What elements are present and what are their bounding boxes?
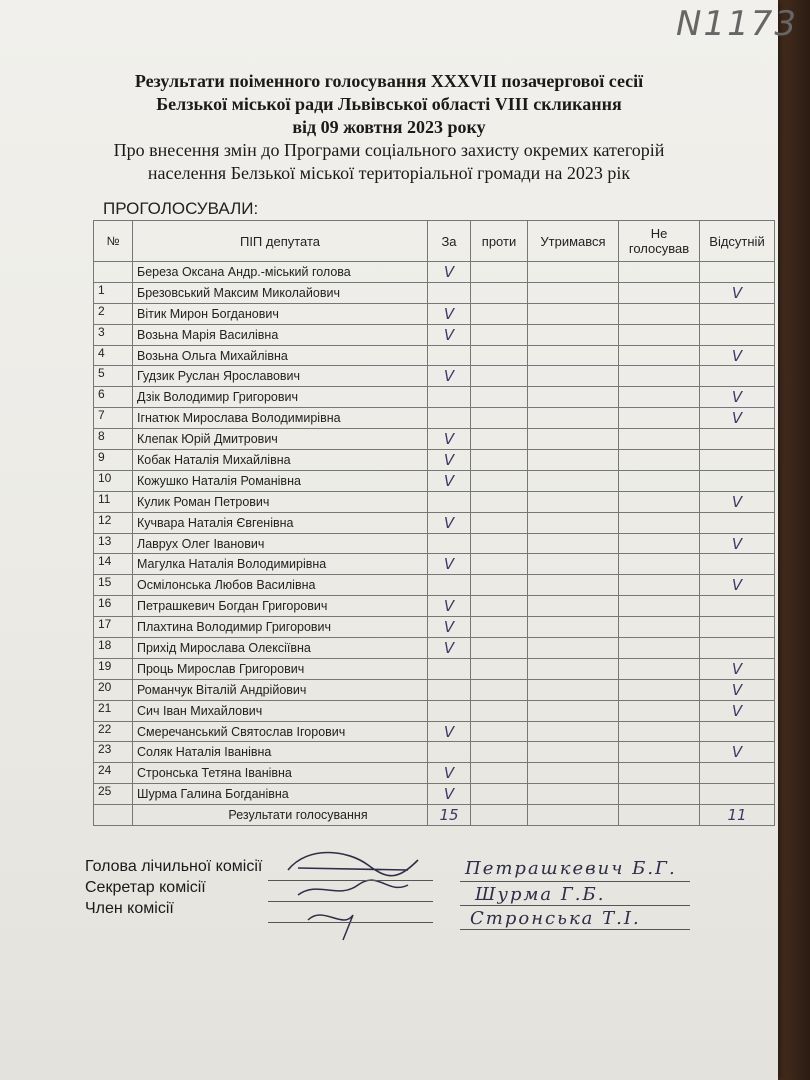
vote-not-voted-cell [619, 575, 700, 596]
handwritten-signatures [268, 840, 438, 950]
vote-absent-mark: V [700, 282, 775, 303]
vote-abstained-cell [528, 596, 619, 617]
secretary-signature [298, 880, 408, 895]
row-num: 15 [94, 575, 133, 596]
deputy-name: Кучвара Наталія Євгенівна [133, 512, 428, 533]
table-row [94, 470, 775, 491]
row-num: 7 [94, 408, 133, 429]
vote-not-voted-cell [619, 721, 700, 742]
vote-for-mark [428, 575, 471, 596]
vote-abstained-cell [528, 470, 619, 491]
vote-for-mark: V [428, 554, 471, 575]
document-title [0, 70, 778, 139]
vote-for-mark [428, 658, 471, 679]
vote-for-mark [428, 679, 471, 700]
vote-abstained-cell [528, 491, 619, 512]
vote-for-mark: V [428, 596, 471, 617]
row-num: 13 [94, 533, 133, 554]
deputy-name: Клепак Юрій Дмитрович [133, 429, 428, 450]
vote-against-cell [471, 470, 528, 491]
table-row [94, 638, 775, 659]
header-name: ПІП депутата [133, 221, 428, 262]
head-label: Голова лічильної комісії [85, 858, 263, 875]
vote-abstained-cell [528, 303, 619, 324]
deputy-name: Возьна Ольга Михайлівна [133, 345, 428, 366]
row-num: 6 [94, 387, 133, 408]
table-row [94, 324, 775, 345]
vote-for-mark [428, 491, 471, 512]
row-num: 2 [94, 303, 133, 324]
table-row [94, 617, 775, 638]
results-for-count: 15 [428, 805, 471, 826]
table-row [94, 282, 775, 303]
vote-not-voted-cell [619, 345, 700, 366]
table-header-row [94, 221, 775, 262]
vote-not-voted-cell [619, 491, 700, 512]
table-row [94, 491, 775, 512]
vote-not-voted-cell [619, 700, 700, 721]
row-num: 20 [94, 679, 133, 700]
row-num: 1 [94, 282, 133, 303]
vote-for-mark [428, 700, 471, 721]
vote-not-voted-cell [619, 638, 700, 659]
vote-not-voted-cell [619, 679, 700, 700]
vote-against-cell [471, 721, 528, 742]
member-label: Член комісії [85, 900, 174, 917]
row-num: 16 [94, 596, 133, 617]
head-name: Петрашкевич Б.Г. [465, 858, 677, 879]
vote-absent-mark [700, 638, 775, 659]
deputy-name: Береза Оксана Андр.-міський голова [133, 262, 428, 283]
vote-absent-mark: V [700, 742, 775, 763]
table-row [94, 721, 775, 742]
vote-abstained-cell [528, 408, 619, 429]
table-row [94, 429, 775, 450]
header-num: № [94, 221, 133, 262]
vote-for-mark [428, 742, 471, 763]
table-row [94, 533, 775, 554]
vote-absent-mark [700, 303, 775, 324]
vote-for-mark: V [428, 324, 471, 345]
vote-for-mark: V [428, 429, 471, 450]
header-abstained: Утримався [528, 221, 619, 262]
secretary-name-line [460, 905, 690, 906]
vote-against-cell [471, 512, 528, 533]
vote-for-mark: V [428, 303, 471, 324]
vote-absent-mark: V [700, 575, 775, 596]
voted-label: ПРОГОЛОСУВАЛИ: [103, 199, 259, 218]
head-signature [288, 853, 418, 876]
vote-not-voted-cell [619, 742, 700, 763]
vote-absent-mark [700, 450, 775, 471]
vote-against-cell [471, 429, 528, 450]
head-name-line [460, 881, 690, 882]
row-num: 5 [94, 366, 133, 387]
row-num: 21 [94, 700, 133, 721]
vote-against-cell [471, 658, 528, 679]
vote-absent-mark: V [700, 408, 775, 429]
deputy-name: Смеречанський Святослав Ігорович [133, 721, 428, 742]
deputy-name: Плахтина Володимир Григорович [133, 617, 428, 638]
vote-not-voted-cell [619, 303, 700, 324]
vote-abstained-cell [528, 554, 619, 575]
row-num: 12 [94, 512, 133, 533]
vote-not-voted-cell [619, 387, 700, 408]
vote-against-cell [471, 554, 528, 575]
row-num: 4 [94, 345, 133, 366]
vote-absent-mark: V [700, 679, 775, 700]
vote-absent-mark [700, 596, 775, 617]
subtitle-line-1: Про внесення змін до Програми соціального захисту окремих категорій [113, 140, 665, 160]
voting-table [93, 220, 775, 826]
header-against: проти [471, 221, 528, 262]
vote-absent-mark: V [700, 345, 775, 366]
member-signature [308, 915, 353, 940]
vote-not-voted-cell [619, 763, 700, 784]
deputy-name: Кулик Роман Петрович [133, 491, 428, 512]
vote-abstained-cell [528, 429, 619, 450]
deputy-name: Вітик Мирон Богданович [133, 303, 428, 324]
vote-not-voted-cell [619, 366, 700, 387]
vote-not-voted-cell [619, 324, 700, 345]
table-row [94, 575, 775, 596]
table-row [94, 742, 775, 763]
vote-absent-mark: V [700, 658, 775, 679]
results-num-cell [94, 805, 133, 826]
table-row [94, 387, 775, 408]
vote-not-voted-cell [619, 408, 700, 429]
results-absent-count: 11 [700, 805, 775, 826]
vote-absent-mark: V [700, 533, 775, 554]
deputy-name: Соляк Наталія Іванівна [133, 742, 428, 763]
vote-against-cell [471, 366, 528, 387]
deputy-name: Кобак Наталія Михайлівна [133, 450, 428, 471]
vote-against-cell [471, 387, 528, 408]
vote-against-cell [471, 262, 528, 283]
vote-against-cell [471, 575, 528, 596]
results-row [94, 805, 775, 826]
vote-against-cell [471, 450, 528, 471]
vote-not-voted-cell [619, 429, 700, 450]
vote-against-cell [471, 679, 528, 700]
deputy-name: Шурма Галина Богданівна [133, 784, 428, 805]
title-line-1: Результати поіменного голосування XXXVII позачергової сесії [134, 71, 644, 91]
vote-not-voted-cell [619, 617, 700, 638]
vote-not-voted-cell [619, 262, 700, 283]
title-line-3: від 09 жовтня 2023 року [292, 117, 486, 137]
deputy-name: Осмілонська Любов Василівна [133, 575, 428, 596]
vote-absent-mark: V [700, 491, 775, 512]
header-for: За [428, 221, 471, 262]
table-row [94, 262, 775, 283]
vote-for-mark [428, 282, 471, 303]
vote-abstained-cell [528, 575, 619, 596]
table-row [94, 554, 775, 575]
row-num: 25 [94, 784, 133, 805]
vote-against-cell [471, 324, 528, 345]
secretary-label: Секретар комісії [85, 879, 206, 896]
row-num: 14 [94, 554, 133, 575]
vote-not-voted-cell [619, 554, 700, 575]
vote-absent-mark [700, 554, 775, 575]
row-num: 8 [94, 429, 133, 450]
vote-against-cell [471, 491, 528, 512]
row-num: 11 [94, 491, 133, 512]
vote-absent-mark [700, 470, 775, 491]
vote-absent-mark [700, 763, 775, 784]
vote-for-mark [428, 408, 471, 429]
row-num: 17 [94, 617, 133, 638]
vote-for-mark: V [428, 617, 471, 638]
head-signature-line [268, 880, 433, 881]
vote-absent-mark [700, 617, 775, 638]
table-row [94, 512, 775, 533]
vote-absent-mark [700, 721, 775, 742]
results-abstained-cell [528, 805, 619, 826]
deputy-name: Петрашкевич Богдан Григорович [133, 596, 428, 617]
vote-for-mark: V [428, 450, 471, 471]
header-not-voted [619, 221, 700, 262]
row-num: 9 [94, 450, 133, 471]
vote-for-mark: V [428, 721, 471, 742]
vote-for-mark [428, 345, 471, 366]
vote-for-mark: V [428, 784, 471, 805]
vote-absent-mark: V [700, 700, 775, 721]
vote-against-cell [471, 700, 528, 721]
deputy-name: Ігнатюк Мирослава Володимирівна [133, 408, 428, 429]
results-label: Результати голосування [133, 805, 428, 826]
vote-abstained-cell [528, 700, 619, 721]
vote-abstained-cell [528, 658, 619, 679]
vote-abstained-cell [528, 262, 619, 283]
vote-for-mark: V [428, 262, 471, 283]
table-row [94, 679, 775, 700]
vote-not-voted-cell [619, 282, 700, 303]
vote-abstained-cell [528, 282, 619, 303]
vote-against-cell [471, 638, 528, 659]
vote-not-voted-cell [619, 596, 700, 617]
row-num [94, 262, 133, 283]
vote-against-cell [471, 345, 528, 366]
deputy-name: Дзік Володимир Григорович [133, 387, 428, 408]
vote-against-cell [471, 784, 528, 805]
vote-against-cell [471, 408, 528, 429]
vote-abstained-cell [528, 324, 619, 345]
deputy-name: Проць Мирослав Григорович [133, 658, 428, 679]
table-row [94, 784, 775, 805]
vote-absent-mark [700, 512, 775, 533]
vote-abstained-cell [528, 742, 619, 763]
document-subtitle [0, 139, 778, 185]
vote-abstained-cell [528, 366, 619, 387]
vote-abstained-cell [528, 784, 619, 805]
vote-abstained-cell [528, 387, 619, 408]
table-row [94, 303, 775, 324]
vote-not-voted-cell [619, 784, 700, 805]
row-num: 23 [94, 742, 133, 763]
deputy-name: Магулка Наталія Володимирівна [133, 554, 428, 575]
vote-for-mark: V [428, 512, 471, 533]
vote-against-cell [471, 533, 528, 554]
document-number: N1173 [676, 4, 798, 44]
row-num: 3 [94, 324, 133, 345]
table-row [94, 658, 775, 679]
secretary-name: Шурма Г.Б. [475, 884, 606, 905]
vote-abstained-cell [528, 763, 619, 784]
vote-for-mark [428, 387, 471, 408]
vote-abstained-cell [528, 617, 619, 638]
header-not-voted-line-1: Не [650, 226, 668, 241]
vote-against-cell [471, 617, 528, 638]
vote-abstained-cell [528, 638, 619, 659]
vote-absent-mark [700, 366, 775, 387]
vote-absent-mark [700, 784, 775, 805]
vote-against-cell [471, 596, 528, 617]
vote-against-cell [471, 303, 528, 324]
results-not-voted-cell [619, 805, 700, 826]
vote-for-mark: V [428, 366, 471, 387]
deputy-name: Гудзик Руслан Ярославович [133, 366, 428, 387]
title-line-2: Белзької міської ради Львівської області VIII скликання [156, 94, 622, 114]
vote-not-voted-cell [619, 533, 700, 554]
member-name: Стронська Т.І. [470, 908, 641, 929]
vote-against-cell [471, 742, 528, 763]
table-row [94, 408, 775, 429]
vote-for-mark: V [428, 470, 471, 491]
vote-for-mark: V [428, 638, 471, 659]
vote-abstained-cell [528, 533, 619, 554]
vote-absent-mark [700, 262, 775, 283]
vote-abstained-cell [528, 450, 619, 471]
row-num: 19 [94, 658, 133, 679]
vote-absent-mark [700, 324, 775, 345]
table-row [94, 596, 775, 617]
deputy-name: Стронська Тетяна Іванівна [133, 763, 428, 784]
row-num: 10 [94, 470, 133, 491]
subtitle-line-2: населення Белзької міської територіальної громади на 2023 рік [147, 163, 631, 183]
vote-against-cell [471, 763, 528, 784]
member-signature-line [268, 922, 433, 923]
table-row [94, 345, 775, 366]
vote-abstained-cell [528, 679, 619, 700]
header-not-voted-line-2: голосував [628, 241, 690, 256]
table-body [94, 262, 775, 805]
table-row [94, 763, 775, 784]
vote-abstained-cell [528, 721, 619, 742]
deputy-name: Возьна Марія Василівна [133, 324, 428, 345]
vote-abstained-cell [528, 512, 619, 533]
vote-abstained-cell [528, 345, 619, 366]
deputy-name: Романчук Віталій Андрійович [133, 679, 428, 700]
vote-not-voted-cell [619, 470, 700, 491]
table-row [94, 700, 775, 721]
deputy-name: Сич Іван Михайлович [133, 700, 428, 721]
vote-for-mark [428, 533, 471, 554]
row-num: 24 [94, 763, 133, 784]
vote-against-cell [471, 282, 528, 303]
header-absent: Відсутній [700, 221, 775, 262]
vote-absent-mark [700, 429, 775, 450]
results-against-cell [471, 805, 528, 826]
row-num: 22 [94, 721, 133, 742]
vote-not-voted-cell [619, 512, 700, 533]
vote-not-voted-cell [619, 450, 700, 471]
deputy-name: Кожушко Наталія Романівна [133, 470, 428, 491]
member-name-line [460, 929, 690, 930]
deputy-name: Лаврух Олег Іванович [133, 533, 428, 554]
table-row [94, 450, 775, 471]
vote-not-voted-cell [619, 658, 700, 679]
secretary-signature-line [268, 901, 433, 902]
vote-for-mark: V [428, 763, 471, 784]
table-row [94, 366, 775, 387]
deputy-name: Прихід Мирослава Олексіївна [133, 638, 428, 659]
deputy-name: Брезовський Максим Миколайович [133, 282, 428, 303]
row-num: 18 [94, 638, 133, 659]
vote-absent-mark: V [700, 387, 775, 408]
